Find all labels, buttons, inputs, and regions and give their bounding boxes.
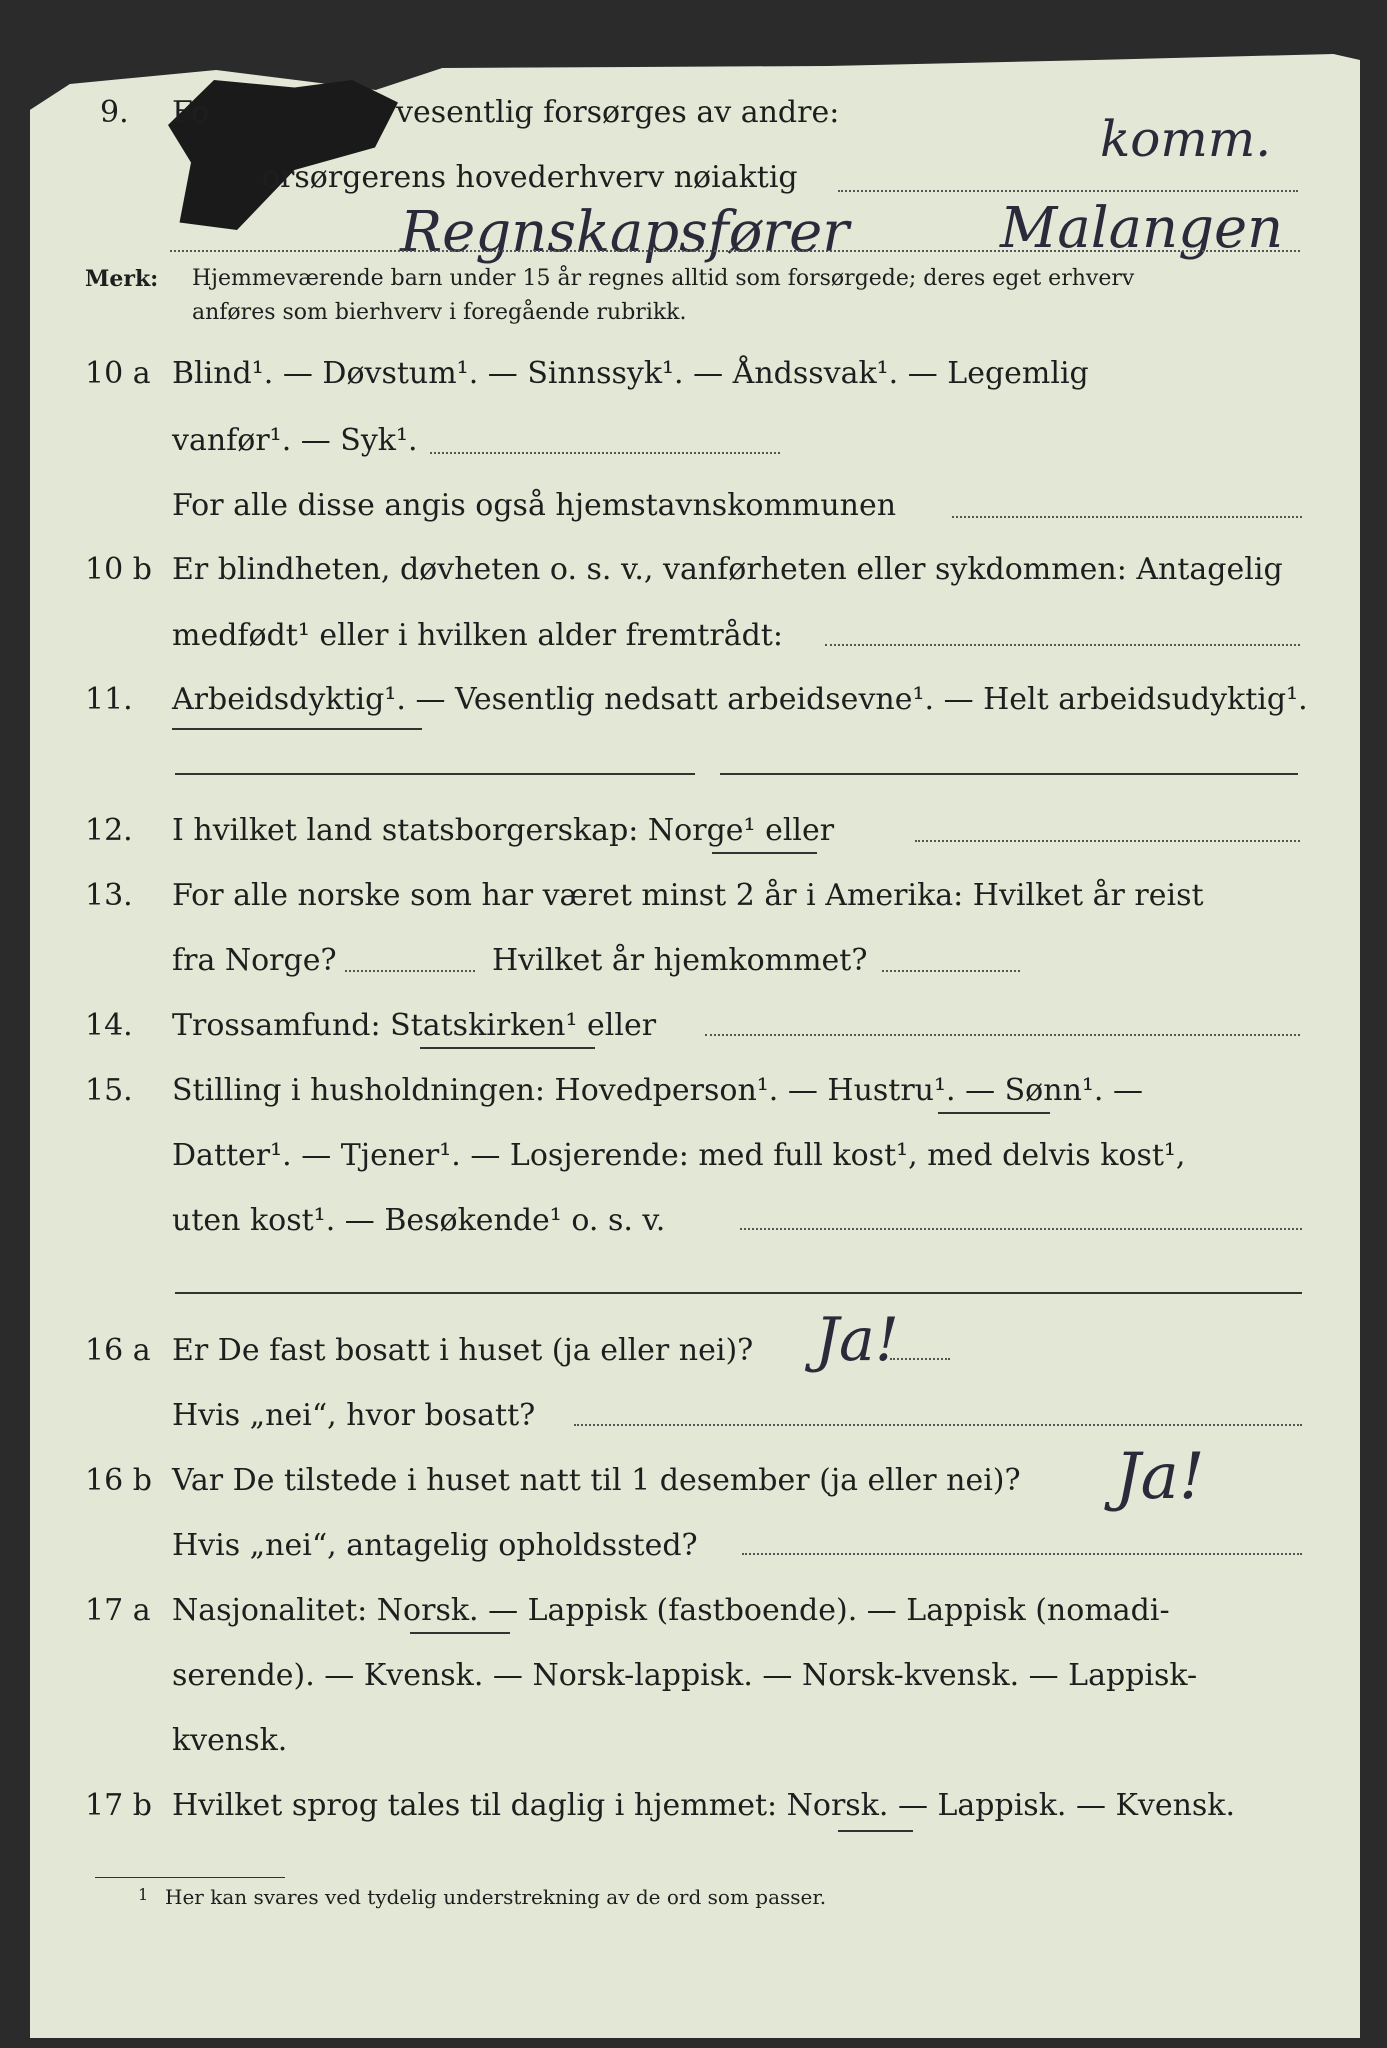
q16b-number: 16 b bbox=[85, 1463, 152, 1498]
q14-line1: Trossamfund: Statskirken¹ eller bbox=[172, 1008, 657, 1043]
q16a-number: 16 a bbox=[85, 1333, 151, 1368]
q10a-line3: For alle disse angis også hjemstavnskommunen bbox=[172, 488, 897, 523]
q10a-line2: vanfør¹. — Syk¹. bbox=[172, 423, 418, 458]
q10a-dotted-line-2 bbox=[952, 516, 1302, 518]
q9-line2: orsørgerens hovederhverv nøiaktig bbox=[262, 160, 798, 195]
q9-answer-place: Malangen bbox=[1000, 196, 1284, 261]
q16b-dotted-line bbox=[742, 1553, 1302, 1555]
q14-dotted-line bbox=[705, 1034, 1300, 1036]
q16b-line2: Hvis „nei“, antagelig opholdssted? bbox=[172, 1528, 698, 1563]
q12-underline bbox=[712, 852, 817, 854]
q9-number: 9. bbox=[100, 95, 129, 130]
q13-dotted-line-a bbox=[345, 970, 475, 972]
q13-line1: For alle norske som har været minst 2 år i Amerika: Hvilket år reist bbox=[172, 878, 1204, 913]
q10a-dotted-line bbox=[430, 452, 780, 454]
q17a-underline bbox=[410, 1632, 510, 1634]
q10b-number: 10 b bbox=[85, 552, 152, 587]
q13-dotted-line-b bbox=[882, 970, 1020, 972]
q9-answer-komm: komm. bbox=[1100, 110, 1272, 168]
q14-number: 14. bbox=[85, 1008, 133, 1043]
merk-line1: Hjemmeværende barn under 15 år regnes alltid som forsørgede; deres eget erhverv bbox=[192, 266, 1135, 291]
q13-line2b: Hvilket år hjemkommet? bbox=[492, 943, 868, 978]
footnote-rule bbox=[95, 1877, 285, 1878]
q12-line1: I hvilket land statsborgerskap: Norge¹ eller bbox=[172, 813, 835, 848]
q17b-underline bbox=[838, 1830, 913, 1832]
q15-line2: Datter¹. — Tjener¹. — Losjerende: med full kost¹, med delvis kost¹, bbox=[172, 1138, 1186, 1173]
q10a-line1: Blind¹. — Døvstum¹. — Sinnssyk¹. — Åndssvak¹. — Legemlig bbox=[172, 356, 1089, 391]
q16a-line1: Er De fast bosatt i huset (ja eller nei)? bbox=[172, 1333, 754, 1368]
q14-underline bbox=[420, 1047, 595, 1049]
q13-number: 13. bbox=[85, 878, 133, 913]
q10b-dotted-line bbox=[825, 644, 1300, 646]
q15-number: 15. bbox=[85, 1073, 133, 1108]
q17a-line1: Nasjonalitet: Norsk. — Lappisk (fastboende). — Lappisk (nomadi- bbox=[172, 1593, 1170, 1628]
q16a-dotted-line bbox=[890, 1358, 950, 1360]
q16a-dotted-line-2 bbox=[574, 1424, 1302, 1426]
footnote-text: Her kan svares ved tydelig understrekning av de ord som passer. bbox=[165, 1885, 827, 1909]
q11-rule-right bbox=[720, 773, 1298, 775]
q13-line2a: fra Norge? bbox=[172, 943, 337, 978]
q11-underline bbox=[172, 728, 422, 730]
q15-rule bbox=[175, 1292, 1302, 1294]
q17b-number: 17 b bbox=[85, 1788, 152, 1823]
q9-prefix: Fo bbox=[172, 95, 210, 130]
q17a-line3: kvensk. bbox=[172, 1723, 288, 1758]
q16b-answer: Ja! bbox=[1115, 1440, 1205, 1514]
q11-number: 11. bbox=[85, 682, 133, 717]
q11-line1: Arbeidsdyktig¹. — Vesentlig nedsatt arbeidsevne¹. — Helt arbeidsudyktig¹. bbox=[172, 682, 1308, 717]
footnote-mark: 1 bbox=[138, 1885, 149, 1904]
q17b-line1: Hvilket sprog tales til daglig i hjemmet: Norsk. — Lappisk. — Kvensk. bbox=[172, 1788, 1236, 1823]
q15-line1: Stilling i husholdningen: Hovedperson¹. — Hustru¹. — Sønn¹. — bbox=[172, 1073, 1143, 1108]
q16b-line1: Var De tilstede i huset natt til 1 desember (ja eller nei)? bbox=[172, 1463, 1021, 1498]
q12-number: 12. bbox=[85, 813, 133, 848]
q9-dotted-line bbox=[838, 190, 1298, 192]
q9-answer-line bbox=[170, 250, 1300, 252]
q15-dotted-line bbox=[740, 1228, 1302, 1230]
merk-label: Merk: bbox=[85, 266, 159, 292]
q11-rule-left bbox=[175, 773, 695, 775]
q16a-line2: Hvis „nei“, hvor bosatt? bbox=[172, 1398, 536, 1433]
q10a-number: 10 a bbox=[85, 356, 151, 391]
q15-line3: uten kost¹. — Besøkende¹ o. s. v. bbox=[172, 1203, 666, 1238]
q17a-line2: serende). — Kvensk. — Norsk-lappisk. — Norsk-kvensk. — Lappisk- bbox=[172, 1658, 1198, 1693]
q9-answer-occupation: Regnskapsfører bbox=[400, 200, 849, 265]
q9-line1: vesentlig forsørges av andre: bbox=[396, 95, 840, 130]
q17a-number: 17 a bbox=[85, 1593, 151, 1628]
q15-underline bbox=[938, 1112, 1050, 1114]
q10b-line1: Er blindheten, døvheten o. s. v., vanførheten eller sykdommen: Antagelig bbox=[172, 552, 1283, 587]
merk-line2: anføres som bierhverv i foregående rubrikk. bbox=[192, 300, 687, 325]
q12-dotted-line bbox=[915, 840, 1300, 842]
q16a-answer: Ja! bbox=[815, 1305, 899, 1375]
q10b-line2: medfødt¹ eller i hvilken alder fremtrådt: bbox=[172, 618, 783, 653]
